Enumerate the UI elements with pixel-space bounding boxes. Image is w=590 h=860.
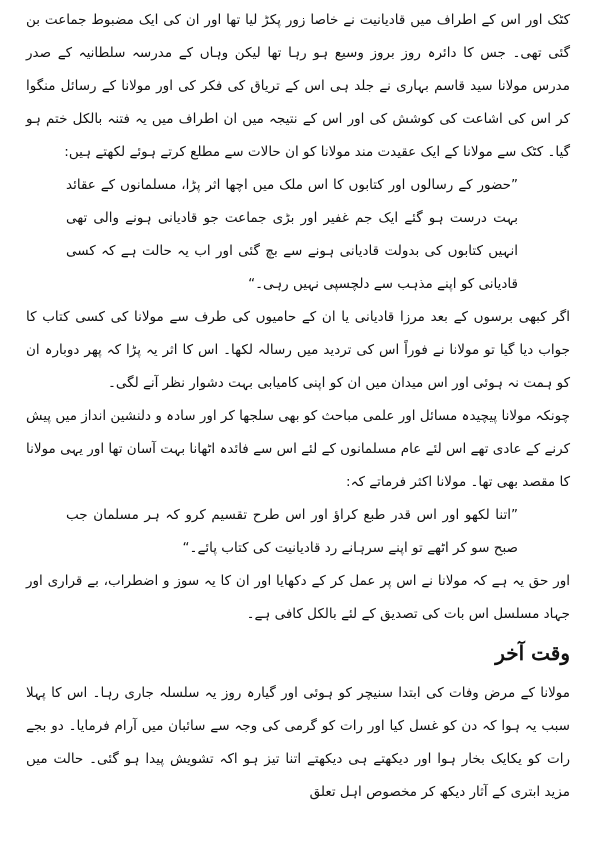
document-page bbox=[26, 0, 570, 860]
quote-1: ”حضور کے رسالوں اور کتابوں کا اس ملک میں اچھا اثر پڑا، مسلمانوں کے عقائد بہت درست ہو گئے ایک جم غفیر اور بڑی جماعت جو قادیانی ہونے والی تھی انہیں کتابوں کی بدولت قادیانی ہونے سے بچ گئی اور اب یہ حالت ہے کہ کسی قادیانی کو اپنے مذہب سے دلچسپی نہیں رہی۔“ bbox=[66, 177, 518, 292]
section-heading: وقت آخر bbox=[495, 641, 570, 665]
paragraph-5: مولانا کے مرض وفات کی ابتدا سنیچر کو ہوئی اور گیارہ روز یہ سلسلہ جاری رہا۔ اس کا پہلا سبب یہ ہوا کہ دن کو غسل کیا اور رات کو گرمی کی وجہ سے سائبان میں آرام فرمایا۔ دو بجے رات کو یکایک بخار ہوا اور دیکھتے ہی دیکھتے اتنا تیز ہو اکہ تشویش پیدا ہو گئی۔ حالت میں مزید ابتری کے آثار دیکھ کر مخصوص اہل تعلق bbox=[26, 685, 570, 800]
paragraph-3: چونکہ مولانا پیچیدہ مسائل اور علمی مباحث کو بھی سلجھا کر اور سادہ و دلنشین انداز میں پیش کرنے کے عادی تھے اس لئے عام مسلمانوں کے لئے اس سے فائدہ اٹھانا بہت آسان تھا اور یہی مولانا کا مقصد بھی تھا۔ مولانا اکثر فرماتے کہ: bbox=[26, 408, 570, 490]
quote-2: ”اتنا لکھو اور اس قدر طبع کراؤ اور اس طرح تقسیم کرو کہ ہر مسلمان جب صبح سو کر اٹھے تو اپنے سرہانے رد قادیانیت کی کتاب پائے۔“ bbox=[66, 507, 518, 556]
paragraph-1: کٹک اور اس کے اطراف میں قادیانیت نے خاصا زور پکڑ لیا تھا اور ان کی ایک مضبوط جماعت بن گئی تھی۔ جس کا دائرہ روز بروز وسیع ہو رہا تھا لیکن وہاں کے مدرسہ سلطانیہ کے صدر مدرس مولانا سید قاسم بہاری نے جلد ہی اس کے تریاق کی فکر کی اور مولانا کے رسائل منگوا کر اس کی اشاعت کی کوشش کی اور اس کے نتیجہ میں ان اطراف میں یہ فتنہ بالکل ختم ہو گیا۔ کٹک سے مولانا کے ایک عقیدت مند مولانا کو ان حالات سے مطلع کرتے ہوئے لکھتے ہیں: bbox=[26, 12, 570, 160]
paragraph-2: اگر کبھی برسوں کے بعد مرزا قادیانی یا ان کے حامیوں کی طرف سے مولانا کی کسی کتاب کا جواب دیا گیا تو مولانا نے فوراً اس کی تردید میں رسالہ لکھا۔ اس کا اثر یہ پڑا کہ پھر دوبارہ ان کو ہمت نہ ہوئی اور اس میدان میں ان کو اپنی کامیابی بہت دشوار نظر آنے لگی۔ bbox=[26, 309, 570, 391]
paragraph-4: اور حق یہ ہے کہ مولانا نے اس پر عمل کر کے دکھایا اور ان کا یہ سوز و اضطراب، بے قراری اور جہاد مسلسل اس بات کی تصدیق کے لئے بالکل کافی ہے۔ bbox=[26, 573, 570, 622]
